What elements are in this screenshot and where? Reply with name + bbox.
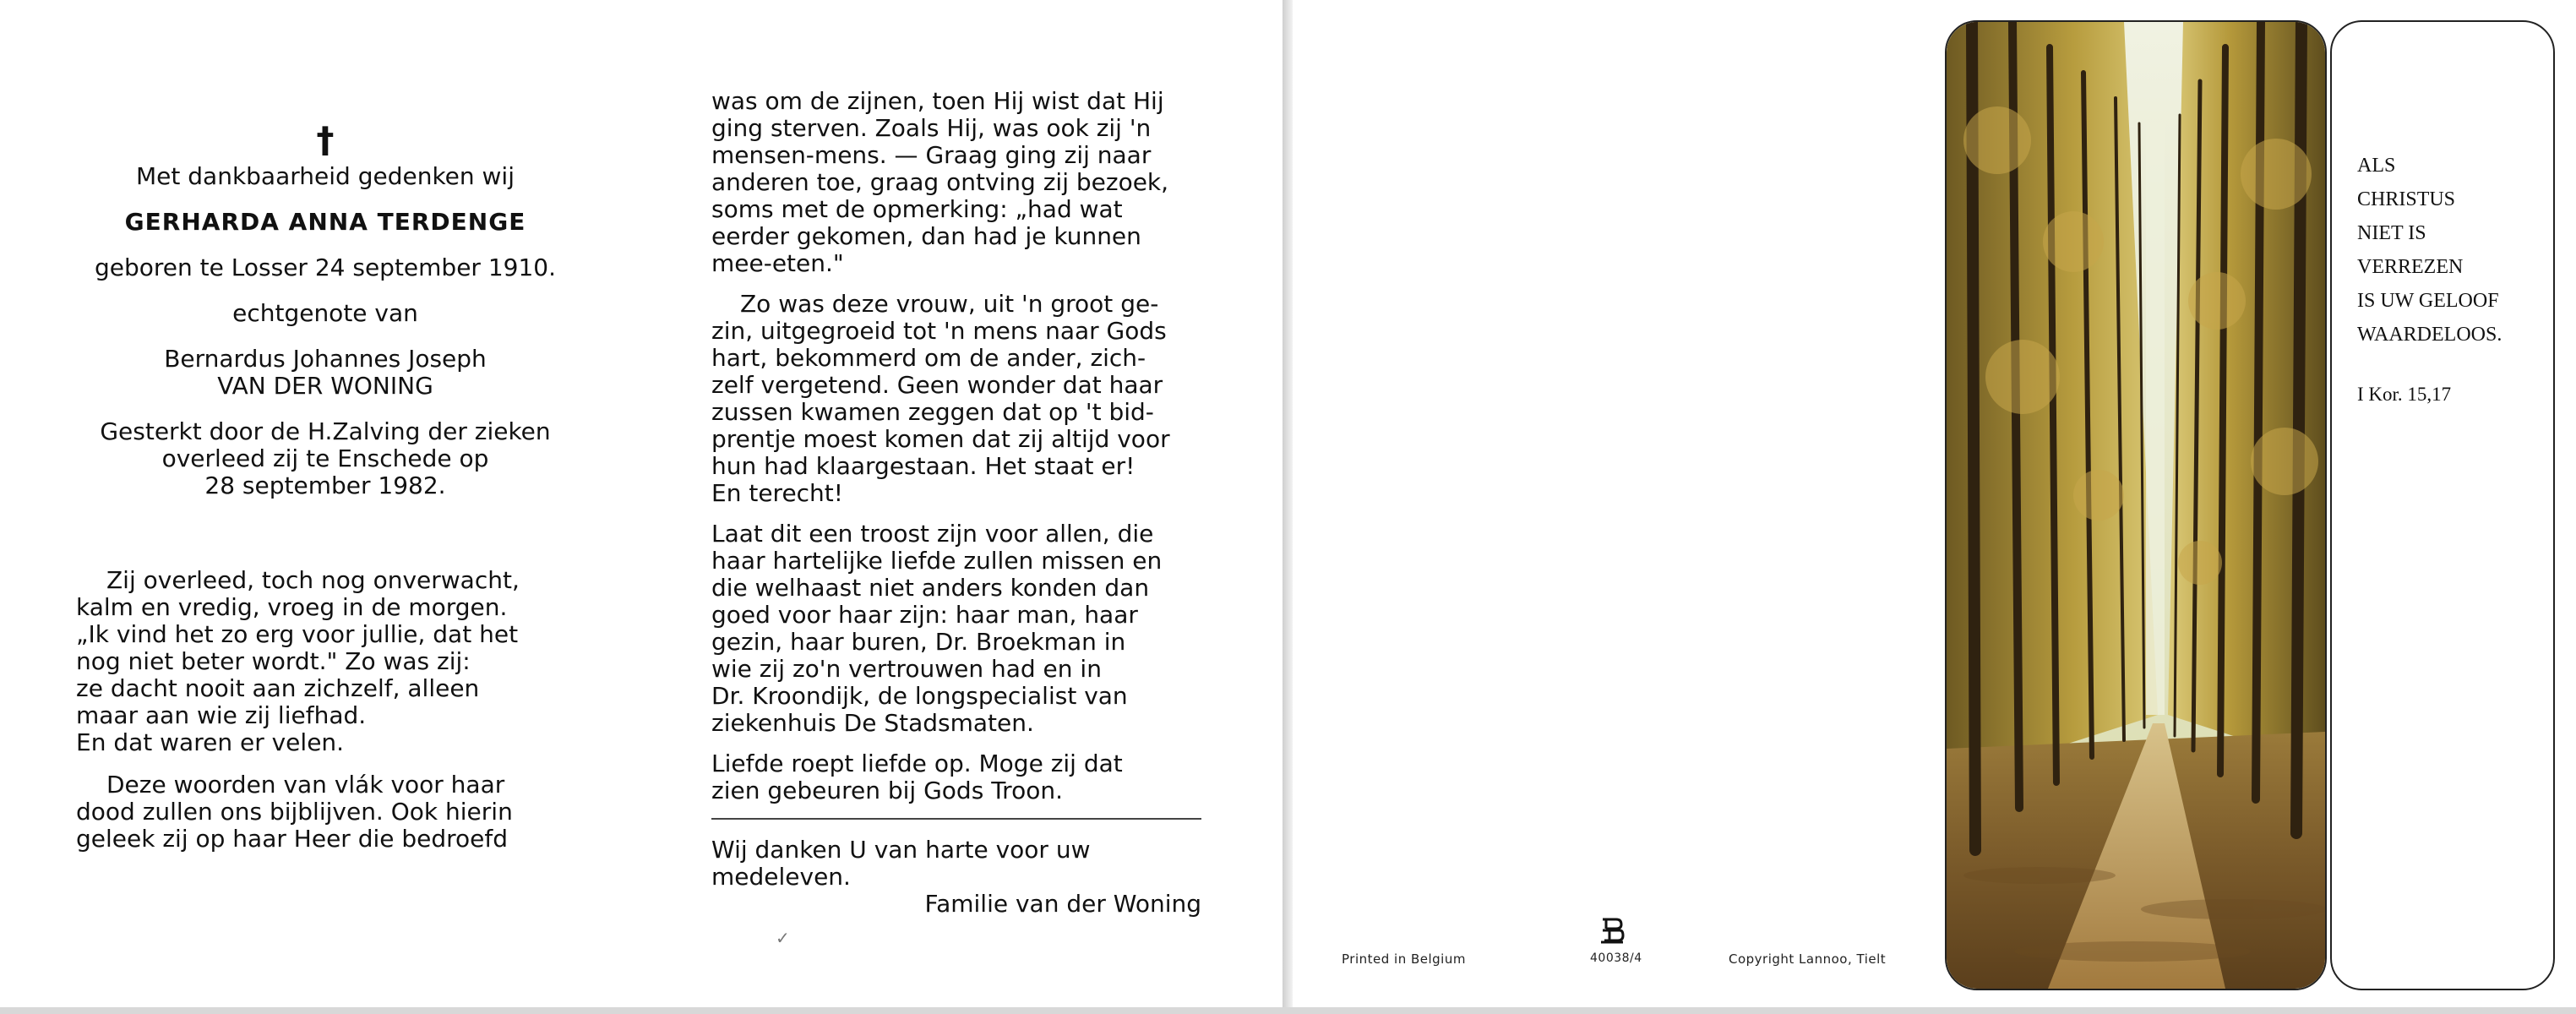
paragraph-character <box>711 291 1201 507</box>
text-line: ziekenhuis De Stadsmaten. <box>711 709 1034 737</box>
family-signature: Familie van der Woning <box>924 890 1201 918</box>
spouse-label: echtgenote van <box>232 299 418 327</box>
thanks-block <box>711 837 1201 891</box>
spouse-surname: VAN DER WONING <box>217 372 433 400</box>
memorial-column-left <box>76 119 575 853</box>
text-line: Zij overleed, toch nog onverwacht, <box>106 566 520 594</box>
pen-mark: ✓ <box>776 928 790 948</box>
text-line: Wij danken U van harte voor uw <box>711 836 1091 864</box>
card-code: 40038/4 <box>1590 951 1642 965</box>
paragraph-comfort <box>711 521 1201 737</box>
death-line: Gesterkt door de H.Zalving der zieken <box>100 417 551 445</box>
text-line: hun had klaargestaan. Het staat er! <box>711 452 1136 480</box>
text-line: zin, uitgegroeid tot 'n mens naar Gods <box>711 317 1167 345</box>
cross-icon: † <box>316 119 335 161</box>
text-line: eerder gekomen, dan had je kunnen <box>711 222 1141 250</box>
text-line: Deze woorden van vlák voor haar <box>106 771 505 799</box>
text-line: wie zij zo'n vertrouwen had en in <box>711 655 1102 683</box>
death-line: 28 september 1982. <box>204 472 446 499</box>
text-line: zien gebeuren bij Gods Troon. <box>711 777 1063 804</box>
text-line: soms met de opmerking: „had wat <box>711 195 1123 223</box>
text-line: ze dacht nooit aan zichzelf, alleen <box>76 674 480 702</box>
text-line: medeleven. <box>711 863 851 891</box>
quote-line: WAARDELOOS. <box>2357 324 2502 346</box>
text-line: was om de zijnen, toen Hij wist dat Hij <box>711 87 1164 115</box>
text-line: dood zullen ons bijblijven. Ook hierin <box>76 798 513 826</box>
card-fold <box>1283 0 1293 1014</box>
text-line: prentje moest komen dat zij altijd voor <box>711 425 1170 453</box>
text-line: geleek zij op haar Heer die bedroefd <box>76 825 509 853</box>
scripture-reference: I Kor. 15,17 <box>2357 384 2452 405</box>
intro-line: Met dankbaarheid gedenken wij <box>136 162 515 190</box>
text-line: kalm en vredig, vroeg in de morgen. <box>76 593 508 621</box>
text-line: „Ik vind het zo erg voor jullie, dat het <box>76 620 519 648</box>
quote-line: ALS <box>2357 155 2396 177</box>
text-line: nog niet beter wordt." Zo was zij: <box>76 647 471 675</box>
text-line: goed voor haar zijn: haar man, haar <box>711 601 1138 629</box>
text-line: gezin, haar buren, Dr. Broekman in <box>711 628 1126 656</box>
text-line: zussen kwamen zeggen dat op 't bid- <box>711 398 1154 426</box>
birth-line: geboren te Losser 24 september 1910. <box>95 254 556 281</box>
paragraph-love <box>711 750 1201 804</box>
text-line: hart, bekommerd om de ander, zich- <box>711 344 1146 372</box>
text-line: maar aan wie zij liefhad. <box>76 701 367 729</box>
quote-line: CHRISTUS <box>2357 188 2456 210</box>
quote-line: IS UW GELOOF <box>2357 290 2499 312</box>
publisher-logo-icon <box>1598 916 1626 945</box>
paragraph-continued <box>711 88 1201 277</box>
paragraph-words <box>76 771 575 853</box>
text-line: En dat waren er velen. <box>76 728 345 756</box>
paragraph-passing <box>76 567 575 756</box>
deceased-name: GERHARDA ANNA TERDENGE <box>124 208 526 236</box>
text-line: zelf vergetend. Geen wonder dat haar <box>711 371 1163 399</box>
scripture-quote <box>2357 149 2551 352</box>
text-line: Liefde roept liefde op. Moge zij dat <box>711 750 1123 777</box>
text-line: mensen-mens. — Graag ging zij naar <box>711 141 1152 169</box>
copyright: Copyright Lannoo, Tielt <box>1729 951 1887 967</box>
spouse-first-names: Bernardus Johannes Joseph <box>164 345 487 373</box>
text-line: mee-eten." <box>711 249 844 277</box>
memorial-column-right <box>711 88 1201 918</box>
text-line: Zo was deze vrouw, uit 'n groot ge- <box>740 290 1159 318</box>
text-line: En terecht! <box>711 479 844 507</box>
scan-edge <box>0 1007 2576 1014</box>
text-line: Laat dit een troost zijn voor allen, die <box>711 520 1154 548</box>
quote-line: NIET IS <box>2357 222 2426 244</box>
text-line: die welhaast niet anders konden dan <box>711 574 1150 602</box>
printed-in: Printed in Belgium <box>1342 951 1466 967</box>
text-line: anderen toe, graag ontving zij bezoek, <box>711 168 1169 196</box>
autumn-avenue-illustration <box>1947 22 2325 989</box>
text-line: Dr. Kroondijk, de longspecialist van <box>711 682 1128 710</box>
text-line: ging sterven. Zoals Hij, was ook zij 'n <box>711 114 1152 142</box>
text-line: haar hartelijke liefde zullen missen en <box>711 547 1163 575</box>
divider-rule <box>711 818 1201 820</box>
death-line: overleed zij te Enschede op <box>161 444 489 472</box>
quote-line: VERREZEN <box>2357 256 2464 278</box>
autumn-avenue-photo <box>1945 20 2327 990</box>
